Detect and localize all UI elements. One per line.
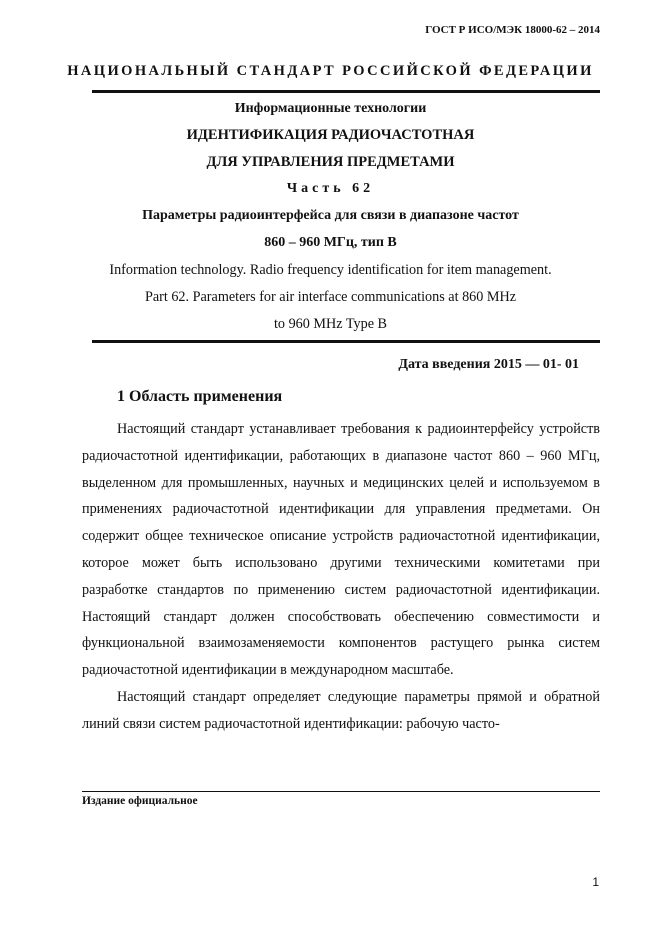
document-code: ГОСТ Р ИСО/МЭК 18000-62 – 2014 xyxy=(425,24,600,36)
title-part: Часть 62 xyxy=(286,181,375,196)
title-line-2: ИДЕНТИФИКАЦИЯ РАДИОЧАСТОТНАЯ xyxy=(186,127,475,143)
title-line-3: ДЛЯ УПРАВЛЕНИЯ ПРЕДМЕТАМИ xyxy=(206,154,455,170)
paragraph: Настоящий стандарт определяет следующие параметры прямой и обратной линий связи систем радиочастотной идентификации: рабочую часто- xyxy=(82,688,600,732)
divider-top xyxy=(92,90,600,93)
paragraph: Настоящий стандарт устанавливает требования к радиоинтерфейсу устройств радиочастотной идентификации, работающих в диапазоне частот 860 – 960 МГц, выделенном для промышленных, научных и медицинских целей и используемом в применениях радиочастотной идентификации для управления предметами. Он содержит общее техническое описание устройств радиочастотной идентификации, которое может быть использовано другими техническими комитетами при разработке стандартов по применению систем радиочастотной идентификации. Настоящий стандарт должен способствовать обеспечению совместимости и функциональной взаимозаменяемости компонентов растущего рынка систем радиочастотной идентификации в международном масштабе. xyxy=(82,421,600,679)
introduction-date: Дата введения 2015 — 01- 01 xyxy=(398,357,579,372)
english-title-line-1: Information technology. Radio frequency identification for item management. xyxy=(109,262,552,278)
body-text xyxy=(82,416,600,738)
title-line-1: Информационные технологии xyxy=(234,101,427,116)
page-number: 1 xyxy=(592,875,599,889)
section-heading: 1 Область применения xyxy=(117,388,283,405)
subtitle-line-2: 860 – 960 МГц, тип В xyxy=(264,235,397,250)
subtitle-line-1: Параметры радиоинтерфейса для связи в диапазоне частот xyxy=(142,208,519,223)
national-standard-heading: НАЦИОНАЛЬНЫЙ СТАНДАРТ РОССИЙСКОЙ ФЕДЕРАЦИИ xyxy=(67,63,594,79)
english-title-line-3: to 960 MHz Type B xyxy=(273,316,388,332)
divider-title xyxy=(92,340,600,343)
footer-divider xyxy=(82,791,600,792)
official-edition-label: Издание официальное xyxy=(82,795,198,807)
english-title-line-2: Part 62. Parameters for air interface communications at 860 MHz xyxy=(144,289,517,305)
